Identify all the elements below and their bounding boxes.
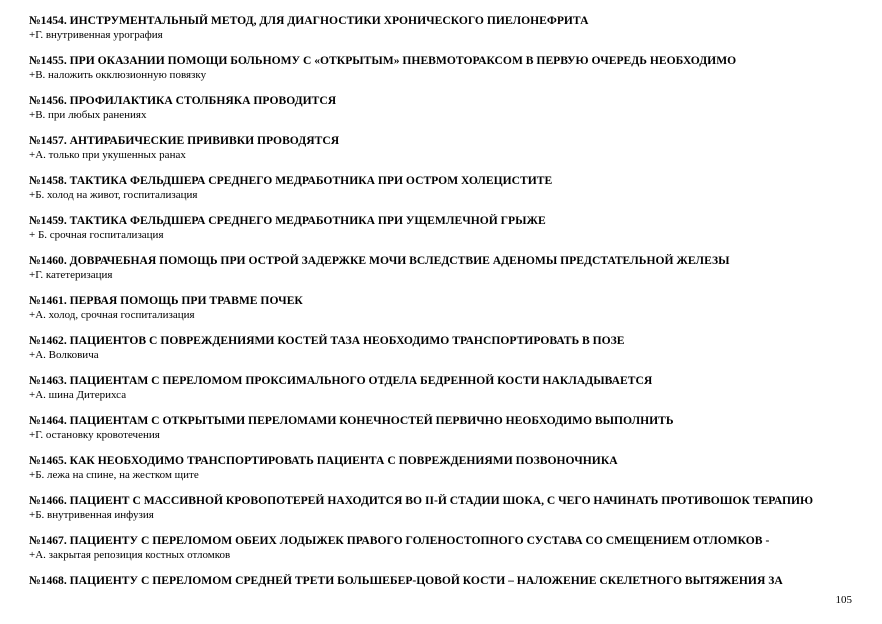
question-item [29, 453, 869, 493]
answer-text: +Б. лежа на спине, на жестком щите [29, 469, 199, 481]
answer-text: +А. Волковича [29, 349, 99, 361]
question-text: №1463. ПАЦИЕНТАМ С ПЕРЕЛОМОМ ПРОКСИМАЛЬНОГО ОТДЕЛА БЕДРЕННОЙ КОСТИ НАКЛАДЫВАЕТСЯ [29, 374, 653, 387]
question-text: №1462. ПАЦИЕНТОВ С ПОВРЕЖДЕНИЯМИ КОСТЕЙ ТАЗА НЕОБХОДИМО ТРАНСПОРТИРОВАТЬ В ПОЗЕ [29, 334, 625, 347]
question-text: №1466. ПАЦИЕНТ С МАССИВНОЙ КРОВОПОТЕРЕЙ НАХОДИТСЯ ВО II-Й СТАДИИ ШОКА, С ЧЕГО НАЧИНАТЬ ПРОТИВОШОК ТЕРАПИЮ [29, 494, 814, 507]
question-item [29, 293, 869, 333]
answer-text: +А. холод, срочная госпитализация [29, 309, 195, 321]
question-item [29, 53, 869, 93]
question-text: №1459. ТАКТИКА ФЕЛЬДШЕРА СРЕДНЕГО МЕДРАБОТНИКА ПРИ УЩЕМЛЕЧНОЙ ГРЫЖЕ [29, 214, 546, 227]
question-item [29, 493, 869, 533]
question-item [29, 13, 869, 53]
answer-text: +В. наложить окклюзионную повязку [29, 69, 207, 81]
question-item [29, 373, 869, 413]
question-text: №1457. АНТИРАБИЧЕСКИЕ ПРИВИВКИ ПРОВОДЯТСЯ [29, 134, 340, 147]
question-list [29, 13, 869, 613]
answer-text: +А. шина Дитерихса [29, 389, 127, 401]
question-item [29, 533, 869, 573]
answer-text: +А. только при укушенных ранах [29, 149, 186, 161]
question-item [29, 133, 869, 173]
answer-text: +Г. внутривенная урография [29, 29, 163, 41]
page-number: 105 [835, 594, 852, 606]
question-text: №1458. ТАКТИКА ФЕЛЬДШЕРА СРЕДНЕГО МЕДРАБОТНИКА ПРИ ОСТРОМ ХОЛЕЦИСТИТЕ [29, 174, 553, 187]
question-text: №1468. ПАЦИЕНТУ С ПЕРЕЛОМОМ СРЕДНЕЙ ТРЕТИ БОЛЬШЕБЕР-ЦОВОЙ КОСТИ – НАЛОЖЕНИЕ СКЕЛЕТНОГО ВЫТЯЖЕНИЯ ЗА [29, 574, 783, 587]
answer-text: +Г. остановку кровотечения [29, 429, 160, 441]
answer-text: +В. при любых ранениях [29, 109, 147, 121]
question-text: №1461. ПЕРВАЯ ПОМОЩЬ ПРИ ТРАВМЕ ПОЧЕК [29, 294, 303, 307]
answer-text: +А. закрытая репозиция костных отломков [29, 549, 231, 561]
question-item [29, 173, 869, 213]
answer-text: +Б. внутривенная инфузия [29, 509, 154, 521]
question-item [29, 253, 869, 293]
question-text: №1456. ПРОФИЛАКТИКА СТОЛБНЯКА ПРОВОДИТСЯ [29, 94, 337, 107]
answer-text: +Б. холод на живот, госпитализация [29, 189, 198, 201]
answer-text: + Б. срочная госпитализация [29, 229, 164, 241]
question-text: №1465. КАК НЕОБХОДИМО ТРАНСПОРТИРОВАТЬ ПАЦИЕНТА С ПОВРЕЖДЕНИЯМИ ПОЗВОНОЧНИКА [29, 454, 618, 467]
question-item [29, 93, 869, 133]
question-item [29, 413, 869, 453]
answer-text: +Г. катетеризация [29, 269, 113, 281]
question-text: №1467. ПАЦИЕНТУ С ПЕРЕЛОМОМ ОБЕИХ ЛОДЫЖЕК ПРАВОГО ГОЛЕНОСТОПНОГО СУСТАВА СО СМЕЩЕНИЕМ ОТЛОМКОВ - [29, 534, 770, 547]
question-text: №1454. ИНСТРУМЕНТАЛЬНЫЙ МЕТОД, ДЛЯ ДИАГНОСТИКИ ХРОНИЧЕСКОГО ПИЕЛОНЕФРИТА [29, 14, 589, 27]
question-text: №1455. ПРИ ОКАЗАНИИ ПОМОЩИ БОЛЬНОМУ С «ОТКРЫТЫМ» ПНЕВМОТОРАКСОМ В ПЕРВУЮ ОЧЕРЕДЬ НЕОБХОДИМО [29, 54, 737, 67]
question-text: №1460. ДОВРАЧЕБНАЯ ПОМОЩЬ ПРИ ОСТРОЙ ЗАДЕРЖКЕ МОЧИ ВСЛЕДСТВИЕ АДЕНОМЫ ПРЕДСТАТЕЛЬНОЙ ЖЕЛЕЗЫ [29, 254, 730, 267]
question-text: №1464. ПАЦИЕНТАМ С ОТКРЫТЫМИ ПЕРЕЛОМАМИ КОНЕЧНОСТЕЙ ПЕРВИЧНО НЕОБХОДИМО ВЫПОЛНИТЬ [29, 414, 674, 427]
question-item [29, 333, 869, 373]
question-item [29, 573, 869, 613]
question-item [29, 213, 869, 253]
